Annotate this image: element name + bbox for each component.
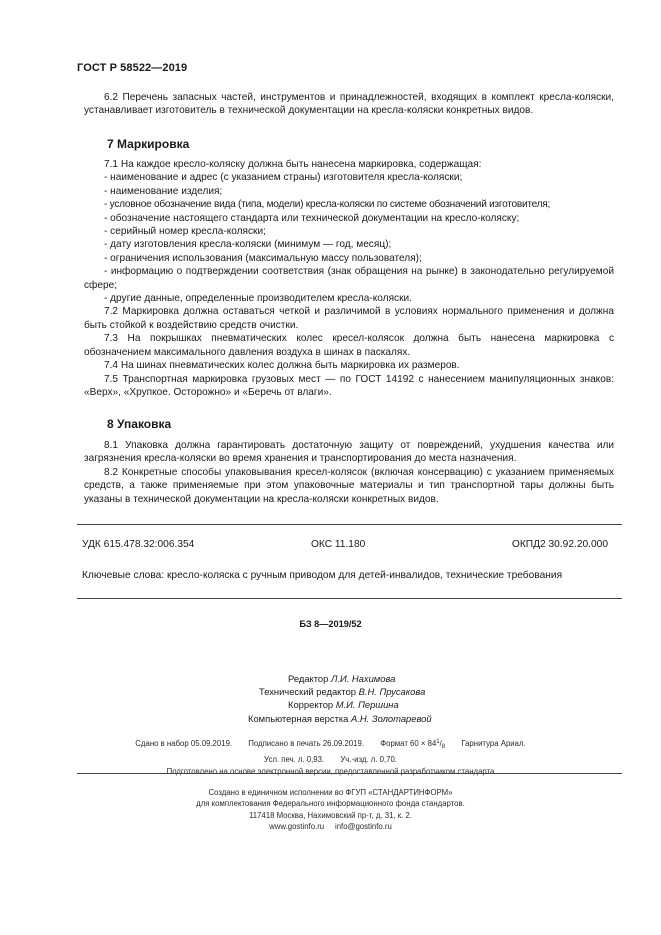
document-code-header: ГОСТ Р 58522—2019 [77,62,188,74]
format-prefix: Формат 60 × 84 [380,739,437,748]
divider-imprint [77,773,622,774]
list-item: - другие данные, определенные производителем кресла-коляски. [104,293,412,305]
publisher-line: Создано в единичном исполнении во ФГУП «СТАНДАРТИНФОРМ» [208,788,453,797]
paragraph-8-2: 8.2 Конкретные способы упаковывания кресел-колясок (включая консервацию) с указанием применяемых средств, а также применяемые при этом упаковочные материалы и тип транспортной тары должны быть указаны в технической документации на кресла-коляски конкретных видов. [84,466,614,505]
paragraph-6-2: 6.2 Перечень запасных частей, инструментов и принадлежностей, входящих в комплект кресла-коляски, устанавливает изготовитель в технической документации на кресла-коляски конкретных видов. [84,92,614,117]
format-numerator: 1 [436,739,440,745]
list-item: - дату изготовления кресла-коляски (минимум — год, месяц); [104,239,392,251]
publisher-block [0,787,661,833]
typeface: Гарнитура Ариал. [461,739,526,748]
signed-date: Подписано в печать 26.09.2019. [248,739,365,748]
credit-corrector [288,698,661,711]
list-item: - информацию о подтверждении соответствия (знак обращения на рынке) в законодательно регулируемой сфере; [84,266,614,291]
credit-name: А.Н. Золотаревой [351,712,432,724]
section-7-body [84,158,614,399]
list-item: - серийный номер кресла-коляски; [104,226,266,238]
pub-sheets: Уч.-изд. л. 0,70. [340,754,397,764]
credit-role: Редактор [288,673,329,684]
publisher-line: www.gostinfo.ru info@gostinfo.ru [269,822,392,832]
section-8-body [84,439,614,506]
credits-block [0,672,661,725]
publisher-line: для комплектования Федерального информационного фонда стандартов. [196,799,465,809]
paragraph-8-1: 8.1 Упаковка должна гарантировать достаточную защиту от повреждений, ухудшения качества или загрязнения кресла-коляски во время хранения и транспортирования до места назначения. [84,440,614,465]
section-7-heading: 7 Маркировка [107,137,190,151]
submitted-date: Сдано в набор 05.09.2019. [135,739,233,748]
credit-editor [288,672,661,685]
credit-role: Технический редактор [259,686,357,698]
keywords-line: Ключевые слова: кресло-коляска с ручным приводом для детей-инвалидов, технические требования [82,570,563,581]
divider-top [77,524,622,525]
okpd-code: ОКПД2 30.92.20.000 [511,539,608,550]
oks-code: ОКС 11.180 [310,539,366,550]
paragraph-7-5: 7.5 Транспортная маркировка грузовых мест — по ГОСТ 14192 с нанесением манипуляционных знаков: «Верх», «Хрупкое. Осторожно» и «Беречь от влаги». [84,373,614,398]
list-item: - наименование изделия; [104,185,223,197]
paragraph-7-4: 7.4 На шинах пневматических колес должна быть маркировка их размеров. [104,360,460,372]
section-8-heading: 8 Упаковка [107,417,172,431]
udk-code: УДК 615.478.32:006.354 [82,539,195,550]
credit-tech-editor [259,685,661,698]
credit-name: В.Н. Прусакова [358,686,426,698]
divider-bottom [77,598,622,599]
format: Формат $60 \times 84^1/_8$ [380,739,446,750]
credit-layout [248,712,661,725]
bz-number: БЗ 8—2019/52 [299,619,362,629]
credit-role: Компьютерная верстка [248,712,349,724]
format-denominator: 8 [441,744,446,750]
list-item: - ограничения использования (максимальную массу пользователя); [104,252,422,264]
classification-codes [82,539,608,550]
credit-role: Корректор [288,699,334,711]
credit-name: М.И. Першина [335,699,399,711]
paragraph-7-2: 7.2 Маркировка должна оставаться четкой и различимой в условиях нормального применения и должна быть стойкой к воздействию средств очистки. [84,306,614,331]
imprint-line-1 [0,736,661,754]
imprint-line-3: Подготовлено на основе электронной версии, предоставленной разработчиком стандарта [166,767,495,776]
intro-block [84,91,614,118]
list-item: - наименование и адрес (с указанием страны) изготовителя кресла-коляски; [104,172,463,184]
imprint-line-2 [0,754,661,767]
paragraph-7-3: 7.3 На покрышках пневматических колес кресел-колясок должна быть нанесена маркировка с обозначением максимального давления воздуха в шинах в паскалях. [84,333,614,358]
paragraph-7-1: 7.1 На каждое кресло-коляску должна быть нанесена маркировка, содержащая: [104,159,482,170]
credit-name: Л.И. Нахимова [330,673,396,684]
list-item: - обозначение настоящего стандарта или технической документации на кресло-коляску; [104,212,520,224]
print-sheets: Усл. печ. л. 0,93. [264,754,325,764]
list-item: - условное обозначение вида (типа, модели) кресла-коляски по системе обозначений изготовителя; [104,199,551,211]
publisher-line: 117418 Москва, Нахимовский пр-т, д. 31, к. 2. [248,810,413,820]
